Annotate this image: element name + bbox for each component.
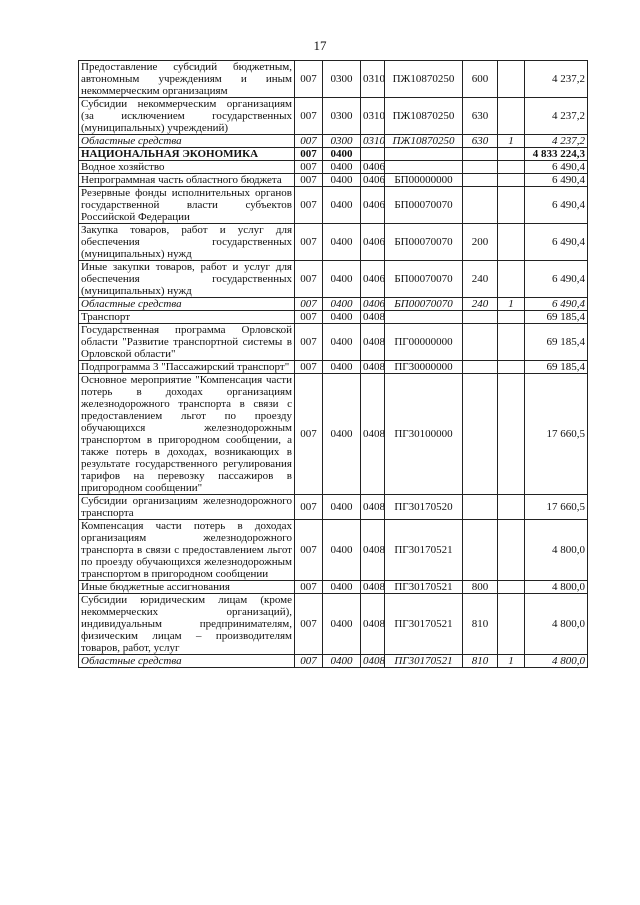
- target-item-code: ПГ00000000: [385, 324, 463, 361]
- ministry-code: 007: [295, 361, 323, 374]
- row-name: Областные средства: [79, 655, 295, 668]
- table-row: [79, 520, 588, 581]
- target-item-code: БП00070070: [385, 261, 463, 298]
- amount: 69 185,4: [525, 311, 588, 324]
- target-item-code: [385, 148, 463, 161]
- amount: 6 490,4: [525, 174, 588, 187]
- section-code: 0400: [323, 495, 361, 520]
- funding-source-code: [498, 581, 525, 594]
- amount: 69 185,4: [525, 361, 588, 374]
- expense-type-code: 810: [463, 655, 498, 668]
- section-code: 0400: [323, 311, 361, 324]
- table-row: [79, 298, 588, 311]
- amount: 6 490,4: [525, 187, 588, 224]
- row-name: НАЦИОНАЛЬНАЯ ЭКОНОМИКА: [79, 148, 295, 161]
- expense-type-code: [463, 161, 498, 174]
- ministry-code: 007: [295, 374, 323, 495]
- row-name: Транспорт: [79, 311, 295, 324]
- ministry-code: 007: [295, 520, 323, 581]
- row-name: Непрограммная часть областного бюджета: [79, 174, 295, 187]
- funding-source-code: [498, 224, 525, 261]
- table-row: [79, 61, 588, 98]
- section-code: 0300: [323, 98, 361, 135]
- ministry-code: 007: [295, 655, 323, 668]
- amount: 6 490,4: [525, 261, 588, 298]
- ministry-code: 007: [295, 581, 323, 594]
- page-number: 17: [313, 38, 327, 53]
- table-row: [79, 135, 588, 148]
- ministry-code: 007: [295, 324, 323, 361]
- amount: 4 800,0: [525, 655, 588, 668]
- budget-table-body: [79, 61, 588, 668]
- target-item-code: ПГ30170521: [385, 581, 463, 594]
- target-item-code: ПГ30100000: [385, 374, 463, 495]
- ministry-code: 007: [295, 135, 323, 148]
- funding-source-code: [498, 374, 525, 495]
- section-code: 0400: [323, 298, 361, 311]
- target-item-code: БП00070070: [385, 224, 463, 261]
- funding-source-code: [498, 174, 525, 187]
- section-code: 0400: [323, 361, 361, 374]
- table-row: [79, 174, 588, 187]
- expense-type-code: 800: [463, 581, 498, 594]
- funding-source-code: 1: [498, 135, 525, 148]
- table-row: [79, 148, 588, 161]
- table-row: [79, 581, 588, 594]
- expense-type-code: 630: [463, 135, 498, 148]
- expense-type-code: 240: [463, 298, 498, 311]
- row-name: Субсидии юридическим лицам (кроме некоммерческих организаций), индивидуальным предпринимателям, физическим лицам – производителям товаров, работ, услуг: [79, 594, 295, 655]
- target-item-code: БП00000000: [385, 174, 463, 187]
- subsection-code: 0408: [361, 361, 385, 374]
- ministry-code: 007: [295, 261, 323, 298]
- subsection-code: 0406: [361, 261, 385, 298]
- subsection-code: 0406: [361, 161, 385, 174]
- funding-source-code: [498, 361, 525, 374]
- row-name: Субсидии организациям железнодорожного транспорта: [79, 495, 295, 520]
- section-code: 0400: [323, 187, 361, 224]
- funding-source-code: [498, 261, 525, 298]
- amount: 4 800,0: [525, 581, 588, 594]
- table-row: [79, 224, 588, 261]
- budget-table: [78, 60, 588, 668]
- ministry-code: 007: [295, 311, 323, 324]
- expense-type-code: [463, 148, 498, 161]
- ministry-code: 007: [295, 61, 323, 98]
- target-item-code: БП00070070: [385, 298, 463, 311]
- funding-source-code: [498, 187, 525, 224]
- section-code: 0300: [323, 135, 361, 148]
- row-name: Компенсация части потерь в доходах организациям железнодорожного транспорта в связи с предоставлением льгот по проезду обучающихся железнодорожным транспортом в пригородном сообщении: [79, 520, 295, 581]
- section-code: 0300: [323, 61, 361, 98]
- row-name: Резервные фонды исполнительных органов государственной власти субъектов Российской Федерации: [79, 187, 295, 224]
- funding-source-code: [498, 324, 525, 361]
- section-code: 0400: [323, 594, 361, 655]
- table-row: [79, 594, 588, 655]
- subsection-code: 0408: [361, 581, 385, 594]
- amount: 4 833 224,3: [525, 148, 588, 161]
- target-item-code: ПЖ10870250: [385, 135, 463, 148]
- funding-source-code: [498, 594, 525, 655]
- expense-type-code: [463, 174, 498, 187]
- subsection-code: [361, 148, 385, 161]
- table-row: [79, 361, 588, 374]
- subsection-code: 0310: [361, 135, 385, 148]
- subsection-code: 0310: [361, 98, 385, 135]
- row-name: Водное хозяйство: [79, 161, 295, 174]
- amount: 17 660,5: [525, 495, 588, 520]
- amount: 4 237,2: [525, 61, 588, 98]
- target-item-code: ПГ30000000: [385, 361, 463, 374]
- section-code: 0400: [323, 520, 361, 581]
- subsection-code: 0406: [361, 298, 385, 311]
- funding-source-code: [498, 161, 525, 174]
- subsection-code: 0406: [361, 187, 385, 224]
- target-item-code: ПГ30170521: [385, 520, 463, 581]
- funding-source-code: [498, 61, 525, 98]
- row-name: Областные средства: [79, 298, 295, 311]
- row-name: Предоставление субсидий бюджетным, автономным учреждениям и иным некоммерческим организациям: [79, 61, 295, 98]
- ministry-code: 007: [295, 224, 323, 261]
- funding-source-code: [498, 495, 525, 520]
- expense-type-code: 200: [463, 224, 498, 261]
- expense-type-code: [463, 361, 498, 374]
- amount: 4 800,0: [525, 520, 588, 581]
- expense-type-code: [463, 374, 498, 495]
- subsection-code: 0408: [361, 374, 385, 495]
- ministry-code: 007: [295, 187, 323, 224]
- row-name: Субсидии некоммерческим организациям (за исключением государственных (муниципальных) учреждений): [79, 98, 295, 135]
- table-row: [79, 98, 588, 135]
- section-code: 0400: [323, 324, 361, 361]
- section-code: 0400: [323, 374, 361, 495]
- amount: 4 237,2: [525, 98, 588, 135]
- funding-source-code: [498, 520, 525, 581]
- subsection-code: 0406: [361, 224, 385, 261]
- funding-source-code: [498, 98, 525, 135]
- row-name: Областные средства: [79, 135, 295, 148]
- section-code: 0400: [323, 174, 361, 187]
- section-code: 0400: [323, 655, 361, 668]
- funding-source-code: [498, 148, 525, 161]
- amount: 17 660,5: [525, 374, 588, 495]
- funding-source-code: [498, 311, 525, 324]
- ministry-code: 007: [295, 298, 323, 311]
- expense-type-code: [463, 495, 498, 520]
- table-row: [79, 161, 588, 174]
- amount: 69 185,4: [525, 324, 588, 361]
- row-name: Основное мероприятие "Компенсация части потерь в доходах организациям железнодорожного транспорта в связи с предоставлением льгот по проезду обучающихся железнодорожным транспортом в пригородном сообщении, а также потерь в доходах, возникающих в результате государственного регулирования тарифов на перевозку пассажиров в пригородном сообщении": [79, 374, 295, 495]
- subsection-code: 0408: [361, 520, 385, 581]
- subsection-code: 0310: [361, 61, 385, 98]
- ministry-code: 007: [295, 98, 323, 135]
- amount: 6 490,4: [525, 224, 588, 261]
- target-item-code: ПЖ10870250: [385, 61, 463, 98]
- section-code: 0400: [323, 261, 361, 298]
- row-name: Государственная программа Орловской области "Развитие транспортной системы в Орловской области": [79, 324, 295, 361]
- expense-type-code: [463, 520, 498, 581]
- subsection-code: 0408: [361, 495, 385, 520]
- target-item-code: ПЖ10870250: [385, 98, 463, 135]
- expense-type-code: 600: [463, 61, 498, 98]
- row-name: Закупка товаров, работ и услуг для обеспечения государственных (муниципальных) нужд: [79, 224, 295, 261]
- table-row: [79, 311, 588, 324]
- target-item-code: ПГ30170520: [385, 495, 463, 520]
- expense-type-code: [463, 324, 498, 361]
- target-item-code: [385, 311, 463, 324]
- amount: 4 800,0: [525, 594, 588, 655]
- target-item-code: ПГ30170521: [385, 594, 463, 655]
- row-name: Подпрограмма 3 "Пассажирский транспорт": [79, 361, 295, 374]
- expense-type-code: 630: [463, 98, 498, 135]
- ministry-code: 007: [295, 161, 323, 174]
- table-row: [79, 495, 588, 520]
- row-name: Иные бюджетные ассигнования: [79, 581, 295, 594]
- amount: 6 490,4: [525, 161, 588, 174]
- table-row: [79, 374, 588, 495]
- expense-type-code: [463, 187, 498, 224]
- row-name: Иные закупки товаров, работ и услуг для обеспечения государственных (муниципальных) нужд: [79, 261, 295, 298]
- section-code: 0400: [323, 161, 361, 174]
- ministry-code: 007: [295, 495, 323, 520]
- table-row: [79, 187, 588, 224]
- subsection-code: 0408: [361, 655, 385, 668]
- subsection-code: 0408: [361, 324, 385, 361]
- ministry-code: 007: [295, 594, 323, 655]
- table-row: [79, 655, 588, 668]
- target-item-code: ПГ30170521: [385, 655, 463, 668]
- target-item-code: БП00070070: [385, 187, 463, 224]
- expense-type-code: 240: [463, 261, 498, 298]
- funding-source-code: 1: [498, 655, 525, 668]
- ministry-code: 007: [295, 148, 323, 161]
- target-item-code: [385, 161, 463, 174]
- amount: 6 490,4: [525, 298, 588, 311]
- table-row: [79, 324, 588, 361]
- amount: 4 237,2: [525, 135, 588, 148]
- subsection-code: 0408: [361, 311, 385, 324]
- section-code: 0400: [323, 224, 361, 261]
- funding-source-code: 1: [498, 298, 525, 311]
- subsection-code: 0406: [361, 174, 385, 187]
- subsection-code: 0408: [361, 594, 385, 655]
- table-row: [79, 261, 588, 298]
- expense-type-code: [463, 311, 498, 324]
- expense-type-code: 810: [463, 594, 498, 655]
- section-code: 0400: [323, 148, 361, 161]
- section-code: 0400: [323, 581, 361, 594]
- ministry-code: 007: [295, 174, 323, 187]
